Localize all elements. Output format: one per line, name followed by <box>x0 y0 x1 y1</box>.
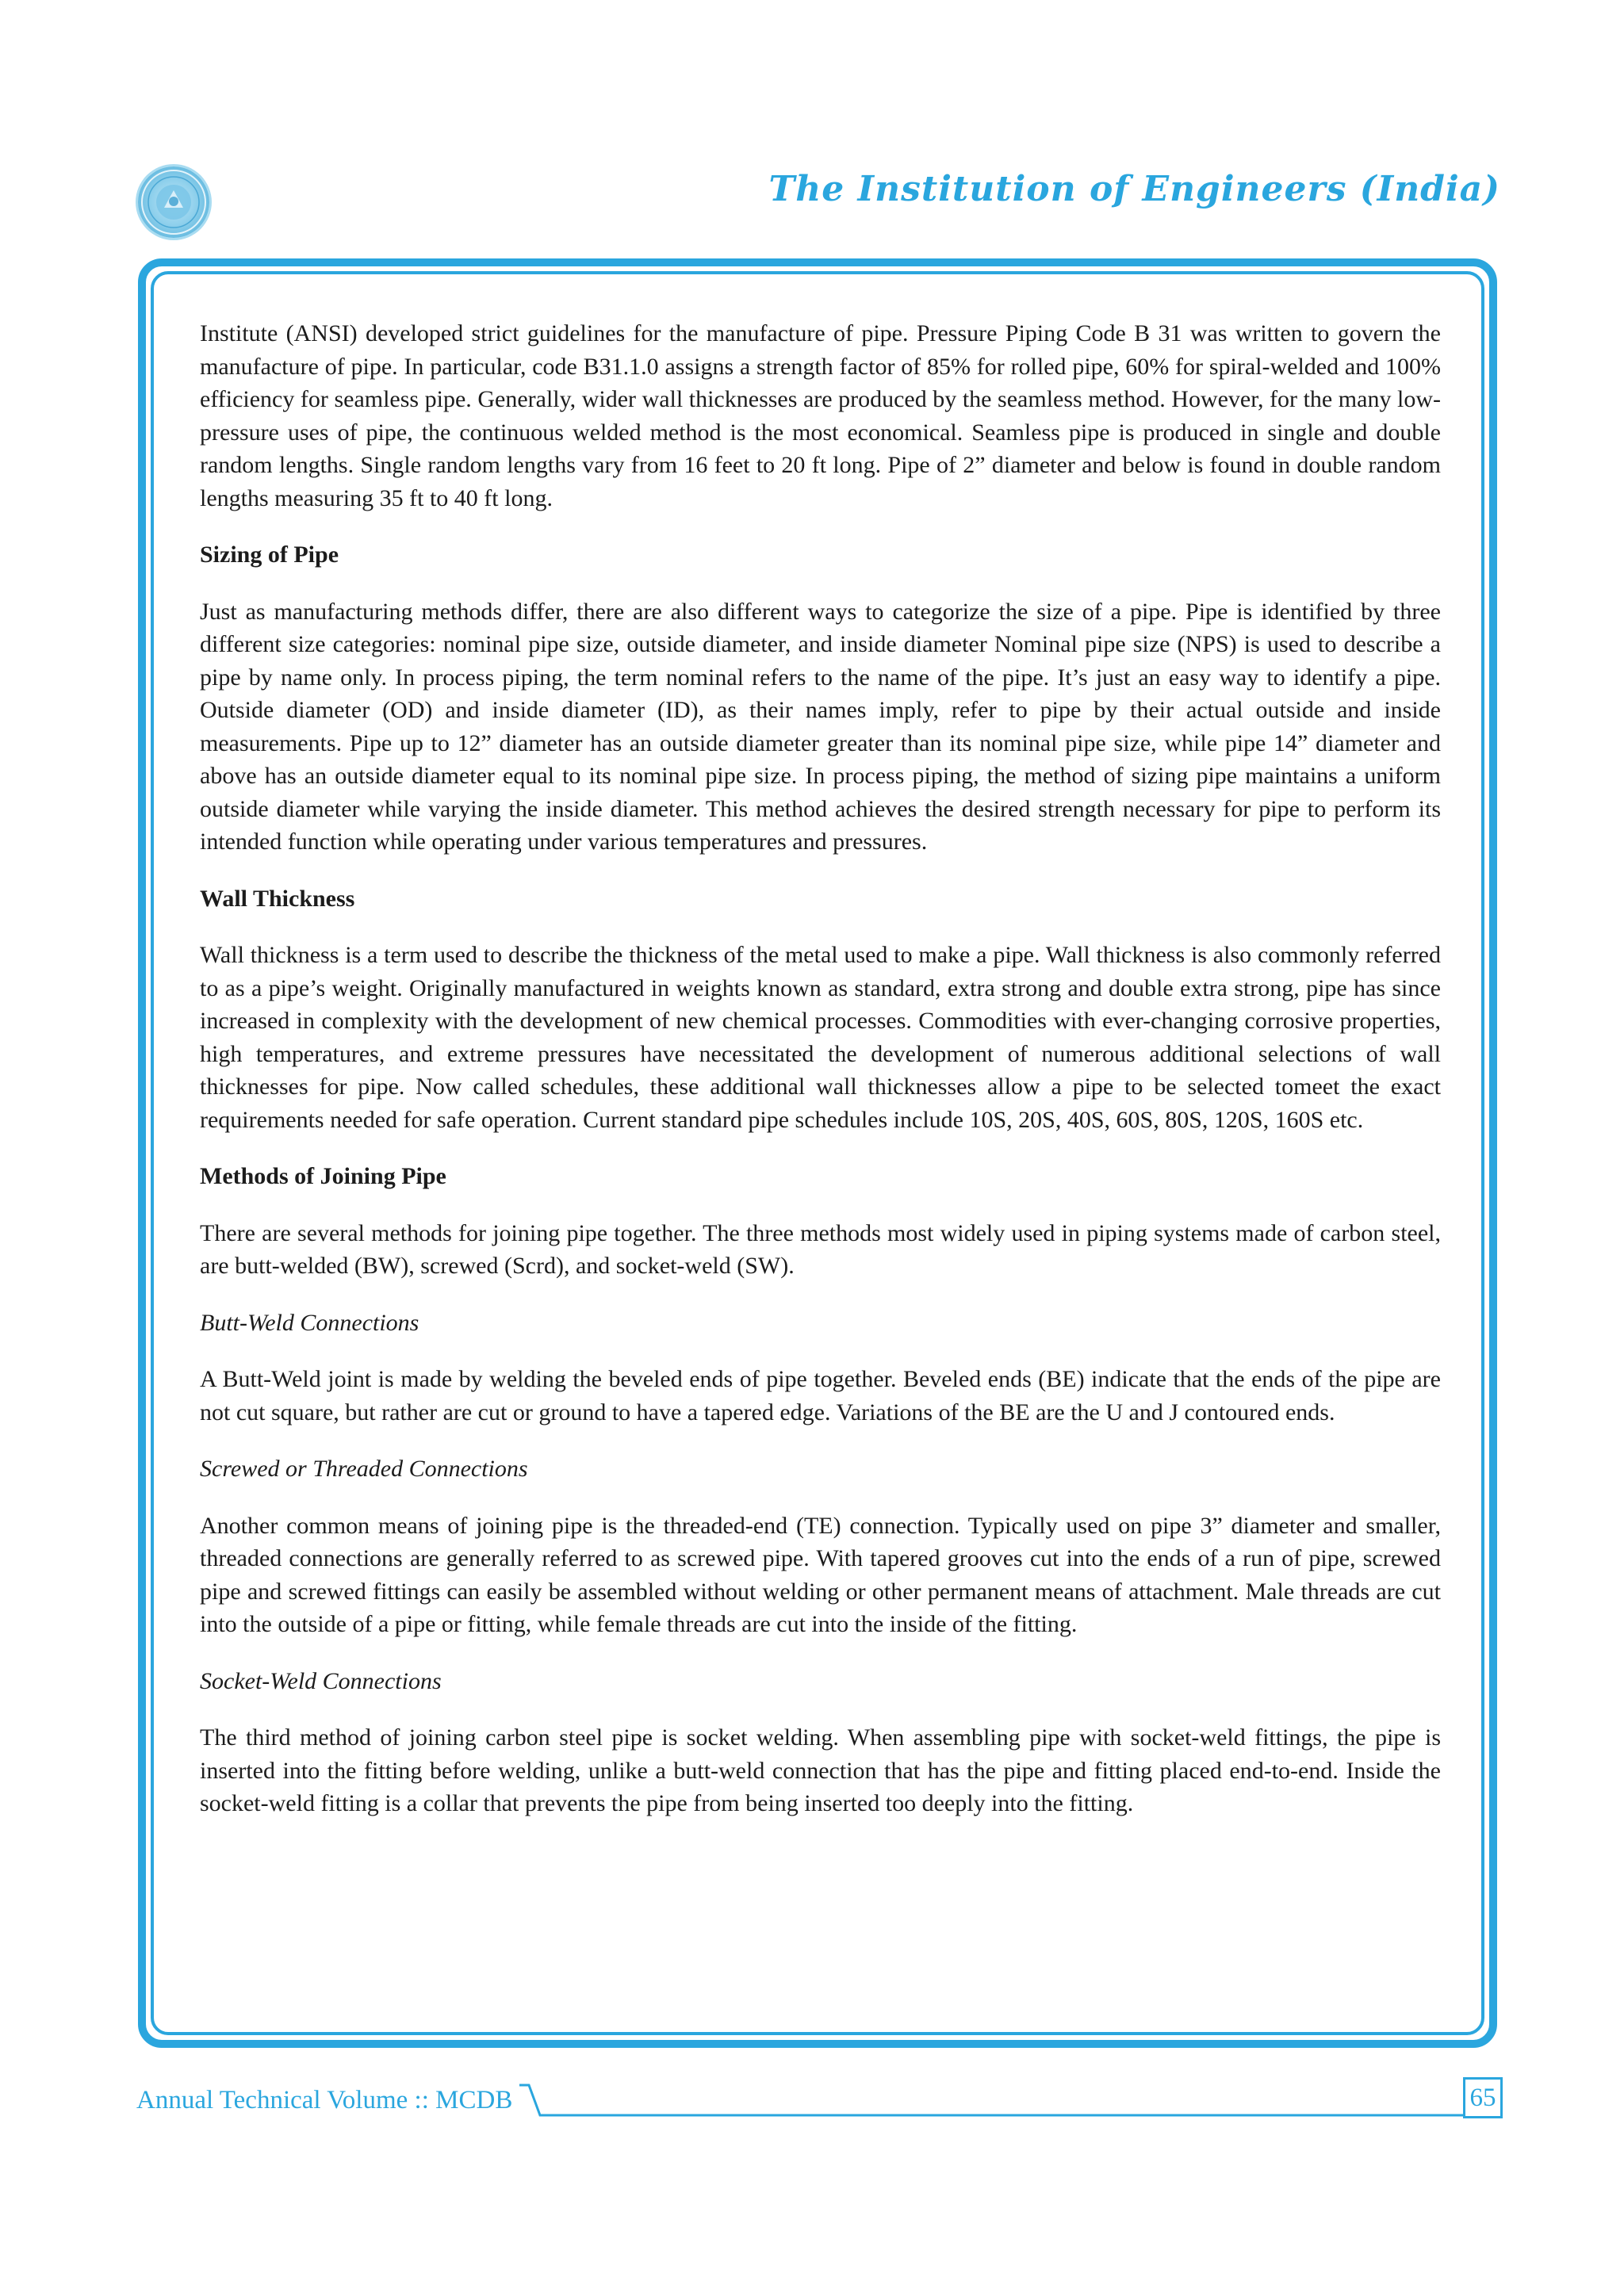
screwed-paragraph: Another common means of joining pipe is the threaded-end (TE) connection. Typically used on pipe 3” diameter and smaller, threaded connections are generally referred to as screwed pipe. With tapered grooves cut into the ends of a run of pipe, screwed pipe and screwed fittings can easily be assembled without welding or other permanent means of attachment. Male threads are cut into the outside of a pipe or fitting, while female threads are cut into the inside of the fitting. <box>200 1512 1441 1637</box>
header-organization-name: The Institution of Engineers (India) <box>768 169 1500 209</box>
wall-thickness-paragraph: Wall thickness is a term used to describe the thickness of the metal used to make a pipe. Wall thickness is also commonly referred to as a pipe’s weight. Originally manufactured in weights known as standard, extra strong and double extra strong, pipe has since increased in complexity with the development of new chemical processes. Commodities with ever-changing corrosive properties, high temperatures, and extreme pressures have necessitated the development of numerous additional selections of wall thicknesses for pipe. Now called schedules, these additional wall thicknesses allow a pipe to be selected tomeet the exact requirements needed for safe operation. Current standard pipe schedules include 10S, 20S, 40S, 60S, 80S, 120S, 160S etc. <box>200 942 1441 1133</box>
article-body <box>200 317 1441 1844</box>
screwed-subheading: Screwed or Threaded Connections <box>200 1456 528 1482</box>
wall-thickness-heading: Wall Thickness <box>200 885 355 912</box>
institution-emblem-icon <box>138 166 209 238</box>
page-number: 65 <box>1463 2077 1503 2118</box>
sizing-heading: Sizing of Pipe <box>200 541 339 568</box>
socket-weld-paragraph: The third method of joining carbon steel pipe is socket welding. When assembling pipe with socket-weld fittings, the pipe is inserted into the fitting before welding, unlike a butt-weld connection that has the pipe and fitting placed end-to-end. Inside the socket-weld fitting is a collar that prevents the pipe from being inserted too deeply into the fitting. <box>200 1724 1441 1816</box>
joining-methods-heading: Methods of Joining Pipe <box>200 1163 446 1189</box>
footer-volume-label: Annual Technical Volume :: MCDB <box>136 2086 513 2114</box>
footer-rule <box>519 2084 1463 2118</box>
joining-methods-paragraph: There are several methods for joining pipe together. The three methods most widely used in piping systems made of carbon steel, are butt-welded (BW), screwed (Scrd), and socket-weld (SW). <box>200 1219 1441 1279</box>
butt-weld-paragraph: A Butt-Weld joint is made by welding the beveled ends of pipe together. Beveled ends (BE) indicate that the ends of the pipe are not cut square, but rather are cut or ground to have a tapered edge. Variations of the BE are the U and J contoured ends. <box>200 1366 1441 1425</box>
butt-weld-subheading: Butt-Weld Connections <box>200 1309 419 1336</box>
intro-paragraph: Institute (ANSI) developed strict guidelines for the manufacture of pipe. Pressure Piping Code B 31 was written to govern the manufacture of pipe. In particular, code B31.1.0 assigns a strength factor of 85% for rolled pipe, 60% for spiral-welded and 100% efficiency for seamless pipe. Generally, wider wall thicknesses are produced by the seamless method. However, for the many low-pressure uses of pipe, the continuous welded method is the most economical. Seamless pipe is produced in single and double random lengths. Single random lengths vary from 16 feet to 20 ft long. Pipe of 2” diameter and below is found in double random lengths measuring 35 ft to 40 ft long. <box>200 320 1441 511</box>
socket-weld-subheading: Socket-Weld Connections <box>200 1667 442 1694</box>
sizing-paragraph: Just as manufacturing methods differ, there are also different ways to categorize the size of a pipe. Pipe is identified by three different size categories: nominal pipe size, outside diameter, and inside diameter Nominal pipe size (NPS) is used to describe a pipe by name only. In process piping, the term nominal refers to the name of the pipe. It’s just an easy way to identify a pipe. Outside diameter (OD) and inside diameter (ID), as their names imply, refer to pipe by their actual outside and inside measurements. Pipe up to 12” diameter has an outside diameter greater than its nominal pipe size, while pipe 14” diameter and above has an outside diameter equal to its nominal pipe size. In process piping, the method of sizing pipe maintains a uniform outside diameter while varying the inside diameter. This method achieves the desired strength necessary for pipe to perform its intended function while operating under various temperatures and pressures. <box>200 598 1441 855</box>
